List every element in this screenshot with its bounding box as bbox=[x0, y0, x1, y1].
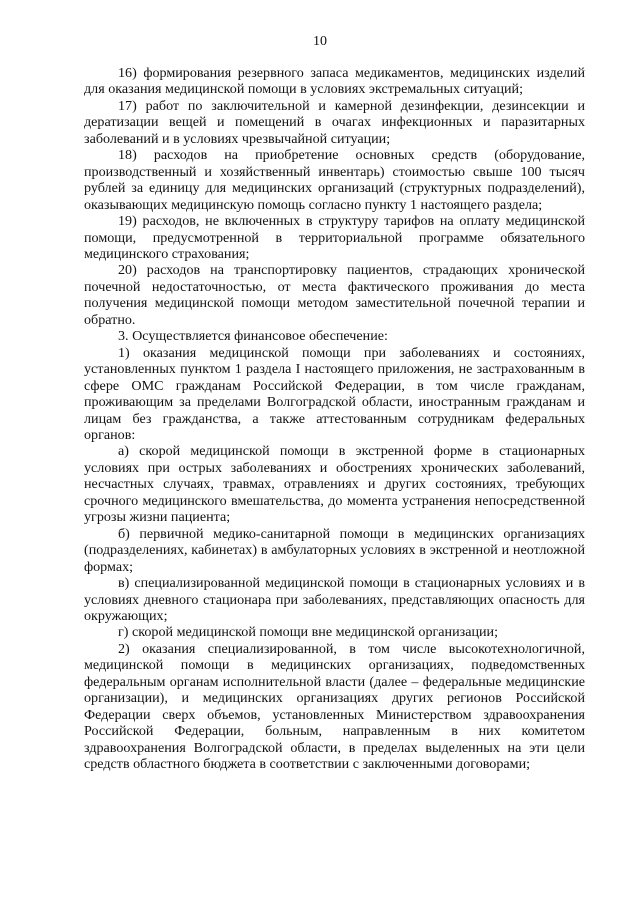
paragraph-item-20: 20) расходов на транспортировку пациентов, страдающих хронической почечной недостаточностью, от места фактического проживания до места получения медицинской помощи методом заместительной почечной терапии и обратно. bbox=[84, 262, 585, 328]
paragraph-subitem-a: а) скорой медицинской помощи в экстренной форме в стационарных условиях при острых заболеваниях и обострениях хронических заболеваний, несчастных случаях, травмах, отравлениях и других состояниях, требующих срочного медицинского вмешательства, до момента устранения непосредственной угрозы жизни пациента; bbox=[84, 443, 585, 526]
paragraph-item-17: 17) работ по заключительной и камерной дезинфекции, дезинсекции и дератизации вещей и помещений в очагах инфекционных и паразитарных заболеваний и в условиях чрезвычайной ситуации; bbox=[84, 97, 585, 147]
paragraph-item-19: 19) расходов, не включенных в структуру тарифов на оплату медицинской помощи, предусмотренной в территориальной программе обязательного медицинского страхования; bbox=[84, 213, 585, 262]
document-body bbox=[84, 65, 585, 772]
paragraph-item-16: 16) формирования резервного запаса медикаментов, медицинских изделий для оказания медицинской помощи в условиях экстремальных ситуаций; bbox=[84, 65, 585, 98]
paragraph-subitem-v: в) специализированной медицинской помощи в стационарных условиях и в условиях дневного стационара при заболеваниях, представляющих опасность для окружающих; bbox=[84, 575, 585, 624]
page-number: 10 bbox=[313, 34, 327, 49]
section-3-heading: 3. Осуществляется финансовое обеспечение: bbox=[118, 328, 388, 345]
paragraph-item-2: 2) оказания специализированной, в том числе высокотехнологичной, медицинской помощи в медицинских организациях, подведомственных федеральным органам исполнительной власти (далее – федеральные медицинские организации), и медицинских организациях других регионов Российской Федерации сверх объемов, установленных Министерством здравоохранения Российской Федерации, больным, направленным в них комитетом здравоохранения Волгоградской области, в пределах выделенных на эти цели средств областного бюджета в соответствии с заключенными договорами; bbox=[84, 640, 585, 773]
paragraph-item-1: 1) оказания медицинской помощи при заболеваниях и состояниях, установленных пунктом 1 раздела I настоящего приложения, не застрахованным в сфере ОМС гражданам Российской Федерации, в том числе гражданам, проживающим за пределами Волгоградской области, иностранным гражданам и лицам без гражданства, а также аттестованным сотрудникам федеральных органов: bbox=[84, 344, 585, 443]
paragraph-item-18: 18) расходов на приобретение основных средств (оборудование, производственный и хозяйственный инвентарь) стоимостью свыше 100 тысяч рублей за единицу для медицинских организаций (структурных подразделений), оказывающих медицинскую помощь согласно пункту 1 настоящего раздела; bbox=[84, 147, 585, 213]
paragraph-subitem-g: г) скорой медицинской помощи вне медицинской организации; bbox=[118, 624, 499, 641]
paragraph-subitem-b: б) первичной медико-санитарной помощи в медицинских организациях (подразделениях, кабинетах) в амбулаторных условиях в экстренной и неотложной формах; bbox=[84, 525, 585, 575]
